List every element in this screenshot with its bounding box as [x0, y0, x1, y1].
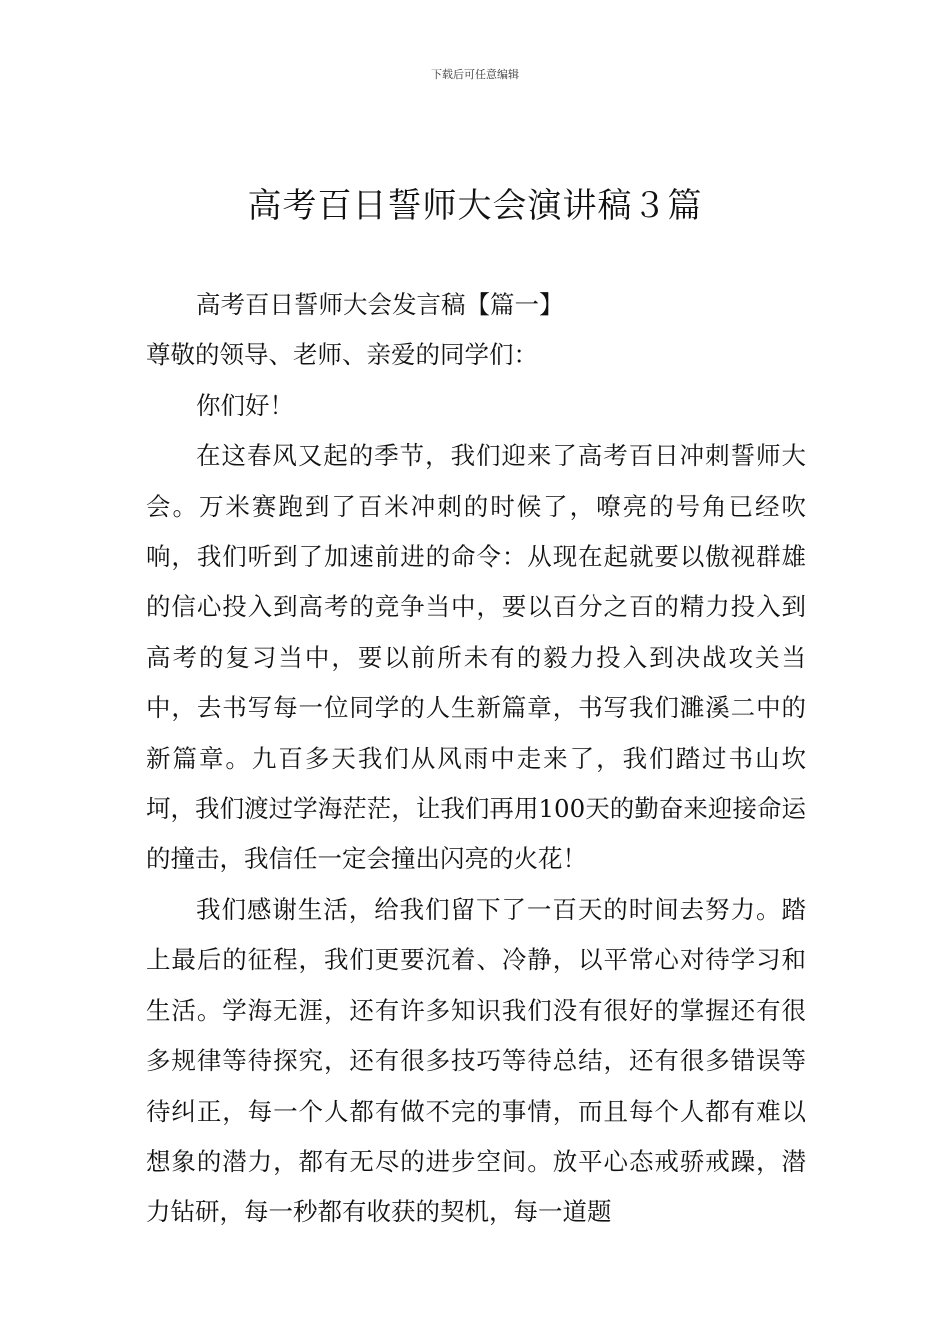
header-note: 下载后可任意编辑 — [431, 68, 519, 81]
body-paragraph: 我们感谢生活，给我们留下了一百天的时间去努力。踏上最后的征程，我们更要沉着、冷静，以平常心对待学习和生活。学海无涯，还有许多知识我们没有很好的掌握还有很多规律等待探究，还有很多技巧等待总结，还有很多错误等待纠正，每一个人都有做不完的事情，而且每个人都有难以想象的潜力，都有无尽的进步空间。放平心态戒骄戒躁，潜力钻研，每一秒都有收获的契机，每一道题 — [146, 894, 806, 1227]
document-title: 高考百日誓师大会演讲稿３篇 — [247, 186, 703, 226]
section-heading: 高考百日誓师大会发言稿【篇一】 — [196, 290, 564, 319]
body-paragraph: 在这春风又起的季节，我们迎来了高考百日冲刺誓师大会。万米赛跑到了百米冲刺的时候了，嘹亮的号角已经吹响，我们听到了加速前进的命令：从现在起就要以傲视群雄的信心投入到高考的竞争当中，要以百分之百的精力投入到高考的复习当中，要以前所未有的毅力投入到决战攻关当中，去书写每一位同学的人生新篇章，书写我们濉溪二中的新篇章。九百多天我们从风雨中走来了，我们踏过书山坎坷，我们渡过学海茫茫，让我们再用100天的勤奋来迎接命运的撞击，我信任一定会撞出闪亮的火花！ — [146, 441, 806, 874]
document-body — [146, 280, 806, 1238]
greeting: 你们好！ — [196, 390, 294, 420]
salutation: 尊敬的领导、老师、亲爱的同学们： — [146, 340, 538, 370]
